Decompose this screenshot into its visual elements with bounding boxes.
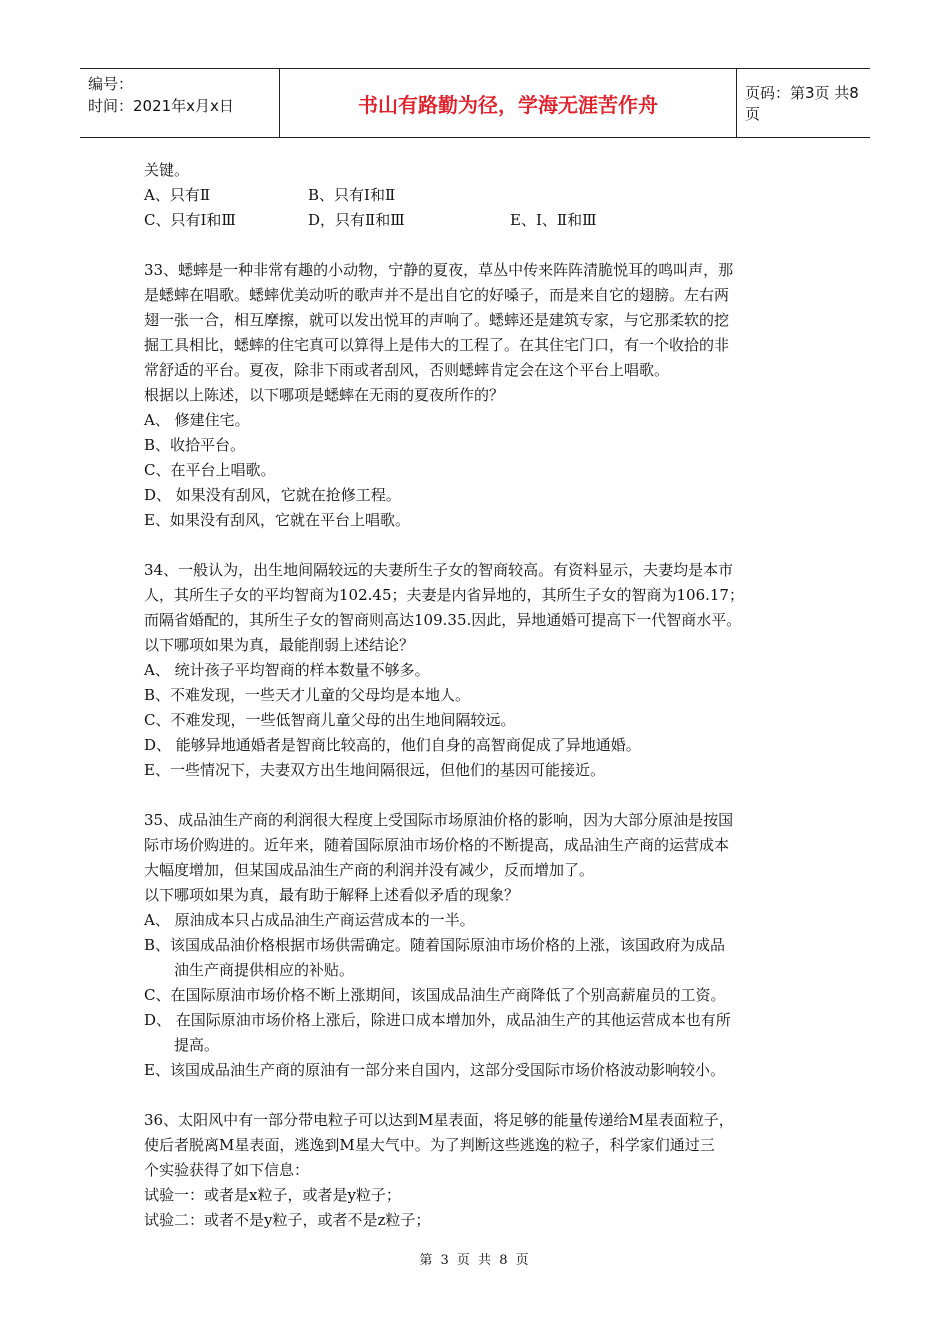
q35-option-a: A、 原油成本只占成品油生产商运营成本的一半。 [144,911,475,929]
q36-line: 使后者脱离M星表面，逃逸到M星大气中。为了判断这些逃逸的粒子，科学家们通过三 [144,1136,715,1154]
q36-experiment-2: 试验二：或者不是y粒子，或者不是z粒子； [144,1211,431,1229]
q34-option-d: D、 能够异地通婚者是智商比较高的，他们自身的高智商促成了异地通婚。 [144,736,641,754]
question-35 [144,808,824,1083]
q36-line: 个实验获得了如下信息： [144,1161,310,1179]
q35-line: 大幅度增加，但某国成品油生产商的利润并没有减少，反而增加了。 [144,861,595,879]
page-footer: 第 3 页 共 8 页 [419,1253,531,1268]
question-36 [144,1108,824,1233]
q33-option-b: B、收拾平台。 [144,436,246,454]
header-motto: 书山有路勤为径，学海无涯苦作舟 [280,69,737,137]
page-header [80,68,870,138]
header-time: 时间：2021年x月x日 [88,97,234,115]
question-34 [144,558,824,783]
q32-option-b: B、只有Ⅰ和Ⅱ [308,186,396,204]
header-number: 编号： [88,75,134,93]
q34-option-c: C、不难发现，一些低智商儿童父母的出生地间隔较远。 [144,711,516,729]
q35-option-d: D、 在国际原油市场价格上涨后，除进口成本增加外，成品油生产的其他运营成本也有所 [144,1011,731,1029]
q35-line: 35、成品油生产商的利润很大程度上受国际市场原油价格的影响，因为大部分原油是按国 [144,811,734,829]
header-meta [80,69,280,137]
q32-tail-text: 关键。 [144,161,190,179]
q32-option-a: A、只有Ⅱ [144,186,211,204]
q35-option-d-cont: 提高。 [174,1036,220,1054]
q33-option-c: C、在平台上唱歌。 [144,461,276,479]
q35-option-b: B、该国成品油价格根据市场供需确定。随着国际原油市场价格的上涨，该国政府为成品 [144,936,726,954]
header-page-number: 页码：第3页 共8页 [745,84,859,123]
q33-prompt: 根据以上陈述，以下哪项是蟋蟀在无雨的夏夜所作的？ [144,386,505,404]
q35-option-c: C、在国际原油市场价格不断上涨期间，该国成品油生产商降低了个别高薪雇员的工资。 [144,986,726,1004]
q34-line: 34、一般认为，出生地间隔较远的夫妻所生子女的智商较高。有资料显示，夫妻均是本市 [144,561,734,579]
q33-option-a: A、 修建住宅。 [144,411,250,429]
q33-line: 是蟋蟀在唱歌。蟋蟀优美动听的歌声并不是出自它的好嗓子，而是来自它的翅膀。左右两 [144,286,730,304]
q32-option-d: D，只有Ⅱ和Ⅲ [308,211,405,229]
q32-options-row-2 [144,208,824,233]
q33-option-e: E、如果没有刮风，它就在平台上唱歌。 [144,511,410,529]
q34-option-e: E、一些情况下，夫妻双方出生地间隔很远，但他们的基因可能接近。 [144,761,605,779]
q33-line: 常舒适的平台。夏夜，除非下雨或者刮风，否则蟋蟀肯定会在这个平台上唱歌。 [144,361,670,379]
q36-experiment-1: 试验一：或者是x粒子，或者是y粒子； [144,1186,401,1204]
q33-line: 掘工具相比，蟋蟀的住宅真可以算得上是伟大的工程了。在其住宅门口，有一个收拾的非 [144,336,730,354]
q32-option-c: C、只有Ⅰ和Ⅲ [144,211,236,229]
q32-options-row-1 [144,183,824,208]
q34-line: 人，其所生子女的平均智商为102.45；夫妻是内省异地的，其所生子女的智商为106.17； [144,586,744,604]
q34-line: 而隔省婚配的，其所生子女的智商则高达109.35.因此，异地通婚可提高下一代智商水平。 [144,611,742,629]
q36-line: 36、太阳风中有一部分带电粒子可以达到M星表面，将足够的能量传递给M星表面粒子， [144,1111,734,1129]
q33-line: 翅一张一合，相互摩擦，就可以发出悦耳的声响了。蟋蟀还是建筑专家，与它那柔软的挖 [144,311,730,329]
q35-option-b-cont: 油生产商提供相应的补贴。 [174,961,355,979]
q34-option-a: A、 统计孩子平均智商的样本数量不够多。 [144,661,430,679]
question-33 [144,258,824,533]
q35-option-e: E、该国成品油生产商的原油有一部分来自国内，这部分受国际市场价格波动影响较小。 [144,1061,725,1079]
document-body [144,158,824,1233]
q35-line: 际市场价购进的。近年来，随着国际原油市场价格的不断提高，成品油生产商的运营成本 [144,836,730,854]
q32-option-e: E、Ⅰ、Ⅱ和Ⅲ [510,211,597,229]
q33-option-d: D、 如果没有刮风，它就在抢修工程。 [144,486,401,504]
q34-prompt: 以下哪项如果为真，最能削弱上述结论？ [144,636,415,654]
q33-line: 33、蟋蟀是一种非常有趣的小动物，宁静的夏夜，草丛中传来阵阵清脆悦耳的鸣叫声，那 [144,261,734,279]
q34-option-b: B、不难发现，一些天才儿童的父母均是本地人。 [144,686,471,704]
q35-prompt: 以下哪项如果为真，最有助于解释上述看似矛盾的现象？ [144,886,520,904]
